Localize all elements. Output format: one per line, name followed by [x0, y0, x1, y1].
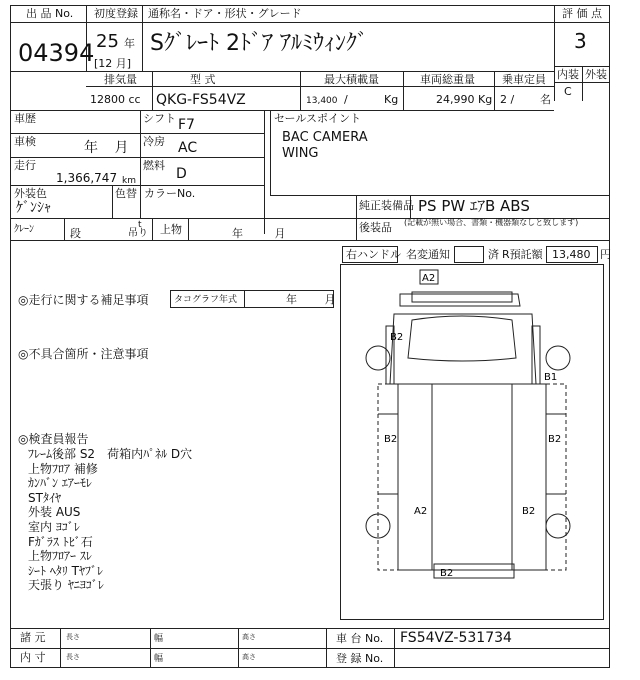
payload-sep: /	[344, 93, 348, 106]
chassis-number: FS54VZ-531734	[400, 630, 512, 646]
payload-label: 最大積載量	[324, 73, 379, 86]
width-label: 幅	[154, 634, 164, 644]
crane-ton: t	[138, 220, 142, 230]
lot-number: 04394	[18, 39, 95, 67]
inspector-line: 外装 AUS	[28, 505, 81, 520]
mark-side-right: B2	[548, 434, 562, 445]
capacity-label: 乗車定員	[502, 73, 546, 86]
truck-damage-diagram	[340, 264, 604, 620]
height-label-2: 高さ	[242, 653, 256, 661]
name-label: 通称名・ドア・形状・グレード	[148, 7, 302, 20]
width-label-2: 幅	[154, 654, 164, 664]
mileage-value: 1,366,747	[56, 171, 118, 185]
chassis-label: 車 台 No.	[336, 632, 384, 645]
color-value: ｹﾞﾝｼｬ	[16, 200, 51, 216]
displacement-label: 排気量	[104, 73, 137, 86]
inspector-line: 上物ﾌﾛｱｰ ｽﾚ	[28, 549, 92, 564]
sales-label: セールスポイント	[274, 112, 362, 125]
displacement-value: 12800 cc	[90, 93, 141, 106]
ac-value: AC	[178, 140, 198, 156]
reg-label: 初度登録	[94, 7, 138, 20]
mark-cab-right: B1	[544, 372, 558, 383]
model-label: 型 式	[190, 73, 216, 86]
inspection-label: 車検	[14, 135, 36, 148]
length-label: 長さ	[66, 633, 80, 641]
sales-point-2: WING	[282, 146, 319, 161]
handle-value: 右ハンドル	[346, 248, 401, 261]
tacho-date: 年 月	[286, 293, 336, 306]
reg-no-label: 登 録 No.	[336, 652, 384, 665]
currency: 円	[600, 248, 611, 261]
length-label-2: 長さ	[66, 653, 80, 661]
upper-date: 年 月	[232, 227, 286, 240]
mark-floor-left: A2	[414, 506, 428, 517]
shift-value: F7	[178, 117, 195, 133]
color-no-label: 色替	[115, 187, 137, 200]
inspector-line: 上物ﾌﾛｱ 補修	[28, 461, 98, 476]
inspector-line: STﾀｲﾔ	[28, 490, 61, 505]
name-change-box	[454, 246, 484, 263]
travel-title: ◎走行に関する補足事項	[18, 293, 149, 307]
mileage-unit: km	[122, 176, 136, 186]
inspector-title: ◎検査員報告	[18, 432, 89, 446]
aftermarket-note: (記載が無い場合、書類・機器類なしと致します)	[404, 218, 579, 227]
mark-bottom: B2	[440, 568, 454, 579]
inspector-line: ﾌﾚｰﾑ後部 S2 荷箱内ﾊﾟﾈﾙ D穴	[28, 447, 193, 461]
history-label: 車歴	[14, 112, 36, 125]
equipment-value: PS PW ｴｱB ABS	[418, 197, 530, 215]
crane-stage: 段	[70, 227, 81, 240]
model-name: Sｸﾞﾚｰﾄ 2ﾄﾞｱ ｱﾙﾐｳｨﾝｸﾞ	[150, 31, 368, 56]
year-unit: 年	[124, 37, 135, 50]
inspector-line: 室内 ﾖｺﾞﾚ	[28, 519, 80, 534]
gross-label: 車両総重量	[420, 73, 475, 86]
inspection-value: 年 月	[84, 140, 129, 156]
upper-label: 上物	[160, 223, 182, 236]
interior-grade: C	[564, 85, 572, 98]
height-label: 高さ	[242, 633, 256, 641]
exterior-label: 外装	[585, 68, 607, 81]
capacity-value: 2 /	[500, 93, 515, 106]
score-label: 評 価 点	[562, 7, 602, 20]
dims-label: 諸 元	[20, 631, 46, 644]
defect-title: ◎不具合箇所・注意事項	[18, 347, 149, 361]
shift-label: シフト	[143, 112, 176, 125]
mark-top: A2	[422, 273, 436, 284]
recycle-label: 済	[488, 248, 499, 261]
color-code-label: カラーNo.	[144, 187, 196, 200]
tacho-label: タコグラフ年式	[174, 295, 238, 305]
inspector-line: ｶﾝﾊﾞﾝ ｴｱｰﾓﾚ	[28, 476, 92, 491]
crane-label: ｸﾚｰﾝ	[14, 224, 34, 235]
payload-unit: Kg	[384, 93, 399, 106]
ac-label: 冷房	[143, 135, 165, 148]
aftermarket-label: 後装品	[359, 221, 392, 234]
gross-value: 24,990 Kg	[436, 93, 493, 106]
recycle-fee-label: R預託額	[502, 248, 543, 261]
inspector-lines	[28, 447, 192, 593]
mark-floor-right: B2	[522, 506, 536, 517]
mark-cab-left: B2	[390, 332, 404, 343]
fuel-value: D	[176, 166, 187, 182]
name-change-label: 名変通知	[406, 248, 450, 261]
equipment-label: 純正装備品	[359, 199, 414, 212]
inspector-line: Fｶﾞﾗｽ ﾄﾋﾞ石	[28, 534, 93, 549]
first-reg-year: 25	[96, 31, 119, 52]
mark-side-left: B2	[384, 434, 398, 445]
first-reg-month: [12 月]	[94, 57, 132, 70]
sales-point-1: BAC CAMERA	[282, 130, 368, 145]
recycle-fee: 13,480	[552, 248, 591, 261]
score-value: 3	[574, 29, 587, 53]
interior-label: 内装	[557, 68, 579, 81]
model-code: QKG-FS54VZ	[156, 92, 246, 108]
inner-dims-label: 内 寸	[20, 651, 46, 664]
inspector-line: ｼｰﾄ ﾍﾀﾘ Tﾔﾌﾞﾚ	[28, 563, 103, 578]
inspector-line: 天張り ﾔﾆﾖｺﾞﾚ	[28, 578, 104, 593]
lot-label: 出 品 No.	[26, 7, 74, 20]
capacity-unit: 名	[540, 93, 551, 106]
color-label: 外装色	[14, 187, 47, 200]
payload-value: 13,400	[306, 96, 338, 106]
mileage-label: 走行	[14, 159, 36, 172]
crane-hook: 吊り	[128, 228, 148, 239]
fuel-label: 燃料	[143, 159, 165, 172]
